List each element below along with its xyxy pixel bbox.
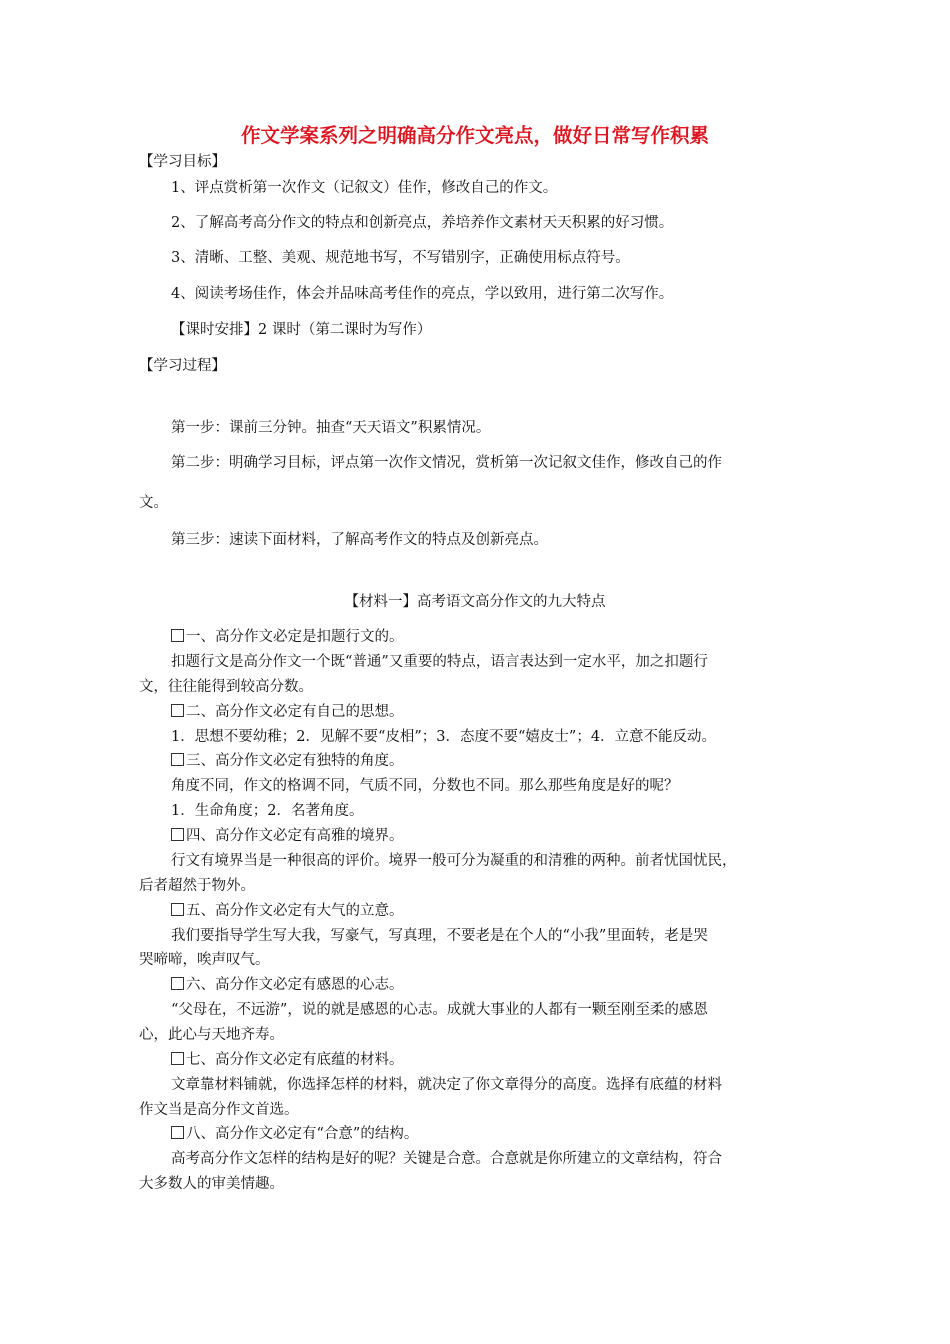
feature-5-text-line-2: 哭啼啼，唉声叹气。 [139, 952, 270, 968]
feature-1-text-line-1: 扣题行文是高分作文一个既“普通”又重要的特点，语言表达到一定水平，加之扣题行 [171, 654, 708, 670]
feature-8-title [171, 1124, 418, 1144]
goal-item-4: 4、阅读考场佳作，体会并品味高考佳作的亮点，学以致用，进行第二次写作。 [171, 286, 674, 302]
feature-5-title [171, 901, 404, 921]
feature-3-text-line-2: 1．生命角度；2．名著角度。 [171, 803, 364, 819]
step-2-line-2: 文。 [139, 495, 168, 511]
feature-5-text-line-1: 我们要指导学生写大我，写豪气，写真理，不要老是在个人的“小我”里面转，老是哭 [171, 928, 708, 944]
checkbox-square-icon [171, 903, 184, 916]
learning-goals-heading: 【学习目标】 [139, 154, 226, 170]
feature-7-text-line-2: 作文当是高分作文首选。 [139, 1102, 299, 1118]
goal-item-2: 2、了解高考高分作文的特点和创新亮点，养培养作文素材天天积累的好习惯。 [171, 215, 674, 231]
checkbox-square-icon [171, 1126, 184, 1139]
feature-8-title-text: 八、高分作文必定有“合意”的结构。 [186, 1126, 419, 1142]
checkbox-square-icon [171, 977, 184, 990]
checkbox-square-icon [171, 828, 184, 841]
step-3: 第三步：速读下面材料，了解高考作文的特点及创新亮点。 [171, 532, 548, 548]
feature-4-title [171, 826, 404, 846]
checkbox-square-icon [171, 1052, 184, 1065]
step-1: 第一步：课前三分钟。抽查“天天语文”积累情况。 [171, 420, 491, 436]
feature-4-title-text: 四、高分作文必定有高雅的境界。 [186, 828, 404, 844]
goal-item-1: 1、评点赏析第一次作文（记叙文）佳作，修改自己的作文。 [171, 180, 558, 196]
feature-7-text-line-1: 文章靠材料铺就，你选择怎样的材料，就决定了你文章得分的高度。选择有底蕴的材料 [171, 1077, 722, 1093]
feature-3-title-text: 三、高分作文必定有独特的角度。 [186, 753, 404, 769]
feature-3-text-line-1: 角度不同，作文的格调不同，气质不同，分数也不同。那么那些角度是好的呢？ [171, 778, 679, 794]
feature-3-title [171, 751, 404, 771]
schedule-line: 【课时安排】2 课时（第二课时为写作） [171, 322, 432, 338]
material-heading: 【材料一】高考语文高分作文的九大特点 [344, 594, 606, 610]
checkbox-square-icon [171, 753, 184, 766]
feature-6-text-line-2: 心，此心与天地齐寿。 [139, 1027, 284, 1043]
feature-8-text-line-1: 高考高分作文怎样的结构是好的呢？关键是合意。合意就是你所建立的文章结构，符合 [171, 1151, 722, 1167]
feature-4-text-line-1: 行文有境界当是一种很高的评价。境界一般可分为凝重的和清雅的两种。前者忧国忧民， [171, 853, 737, 869]
feature-2-title [171, 702, 404, 722]
checkbox-square-icon [171, 704, 184, 717]
feature-8-text-line-2: 大多数人的审美情趣。 [139, 1176, 284, 1192]
goal-item-3: 3、清晰、工整、美观、规范地书写，不写错别字，正确使用标点符号。 [171, 250, 630, 266]
feature-7-title [171, 1050, 404, 1070]
step-2-line-1: 第二步：明确学习目标，评点第一次作文情况，赏析第一次记叙文佳作，修改自己的作 [171, 455, 722, 471]
feature-2-title-text: 二、高分作文必定有自己的思想。 [186, 704, 404, 720]
process-heading: 【学习过程】 [139, 358, 226, 374]
feature-6-text-line-1: “父母在，不远游”，说的就是感恩的心志。成就大事业的人都有一颗至刚至柔的感恩 [171, 1002, 708, 1018]
feature-1-title-text: 一、高分作文必定是扣题行文的。 [186, 629, 404, 645]
feature-5-title-text: 五、高分作文必定有大气的立意。 [186, 903, 404, 919]
feature-7-title-text: 七、高分作文必定有底蕴的材料。 [186, 1052, 404, 1068]
feature-6-title-text: 六、高分作文必定有感恩的心志。 [186, 977, 404, 993]
feature-1-text-line-2: 文，往往能得到较高分数。 [139, 679, 313, 695]
feature-6-title [171, 975, 404, 995]
feature-4-text-line-2: 后者超然于物外。 [139, 878, 255, 894]
feature-1-title [171, 627, 404, 647]
feature-2-text-line-1: 1．思想不要幼稚；2．见解不要“皮相”；3．态度不要“嬉皮士”；4．立意不能反动。 [171, 729, 717, 745]
checkbox-square-icon [171, 629, 184, 642]
document-title: 作文学案系列之明确高分作文亮点，做好日常写作积累 [240, 124, 709, 147]
